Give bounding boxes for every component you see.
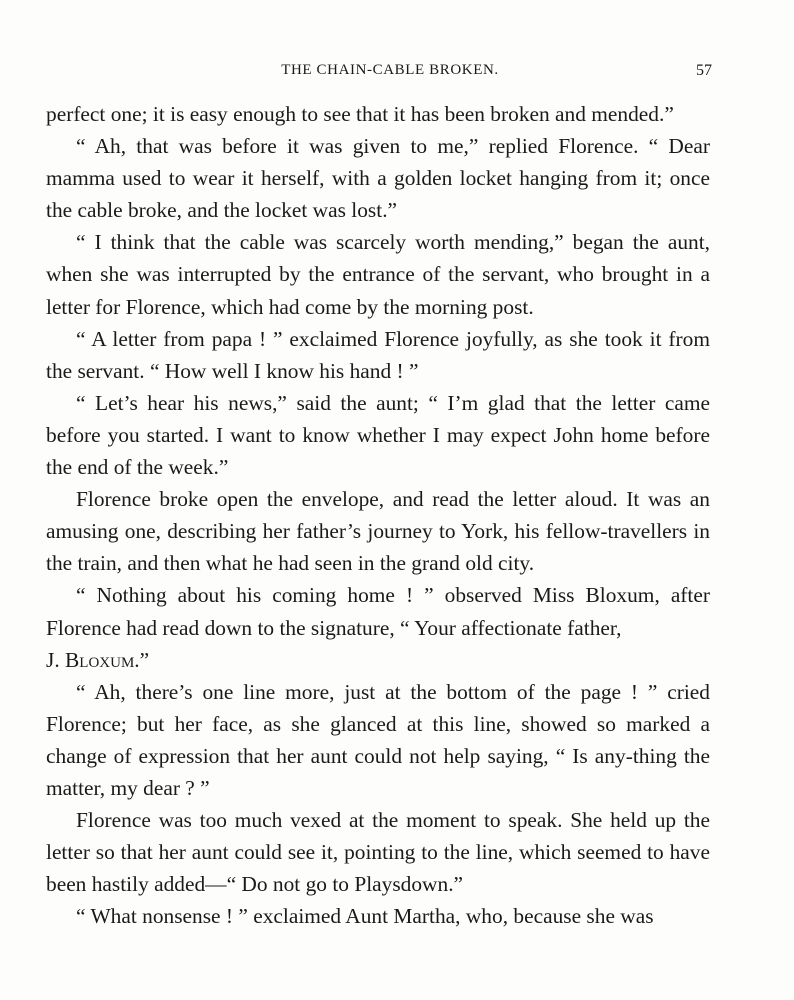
paragraph: “ Ah, there’s one line more, just at the bottom of the page ! ” cried Florence; but her face, as she glanced at this line, showed so marked a change of expression that her aunt could not help saying, “ Is any-thing the matter, my dear ? ” [46,679,710,800]
paragraph: “ What nonsense ! ” exclaimed Aunt Martha, who, because she was [76,904,654,929]
paragraph: “ A letter from papa ! ” exclaimed Florence joyfully, as she took it from the servant. “ How well I know his hand ! ” [46,326,710,383]
body-text [46,98,710,932]
paragraph: perfect one; it is easy enough to see that it has been broken and mended.” [46,102,674,126]
paragraph: “ I think that the cable was scarcely worth mending,” began the aunt, when she was interrupted by the entrance of the servant, who brought in a letter for Florence, which had come by the morning post. [46,230,710,319]
paragraph: Florence broke open the envelope, and read the letter aloud. It was an amusing one, describing her father’s journey to York, his fellow-travellers in the train, and then what he had seen in the grand old city. [46,487,710,576]
running-head [46,62,710,82]
paragraph: Florence was too much vexed at the moment to speak. She held up the letter so that her aunt could see it, pointing to the line, which seemed to have been hastily added—“ Do not go to Playsdown.” [46,808,710,897]
running-title: THE CHAIN-CABLE BROKEN. [281,62,499,78]
page-number: 57 [696,62,712,79]
paragraph: “ Let’s hear his news,” said the aunt; “ I’m glad that the letter came before you started. I want to know whether I may expect John home before the end of the week.” [46,390,710,480]
signature: J. Bloxum.” [46,647,150,672]
paragraph: “ Nothing about his coming home ! ” observed Miss Bloxum, after Florence had read down to the signature, “ Your affectionate father, [46,583,710,640]
paragraph: “ Ah, that was before it was given to me,” replied Florence. “ Dear mamma used to wear it herself, with a golden locket hanging from it; once the cable broke, and the locket was lost.” [46,134,710,223]
signature-line [46,644,710,676]
